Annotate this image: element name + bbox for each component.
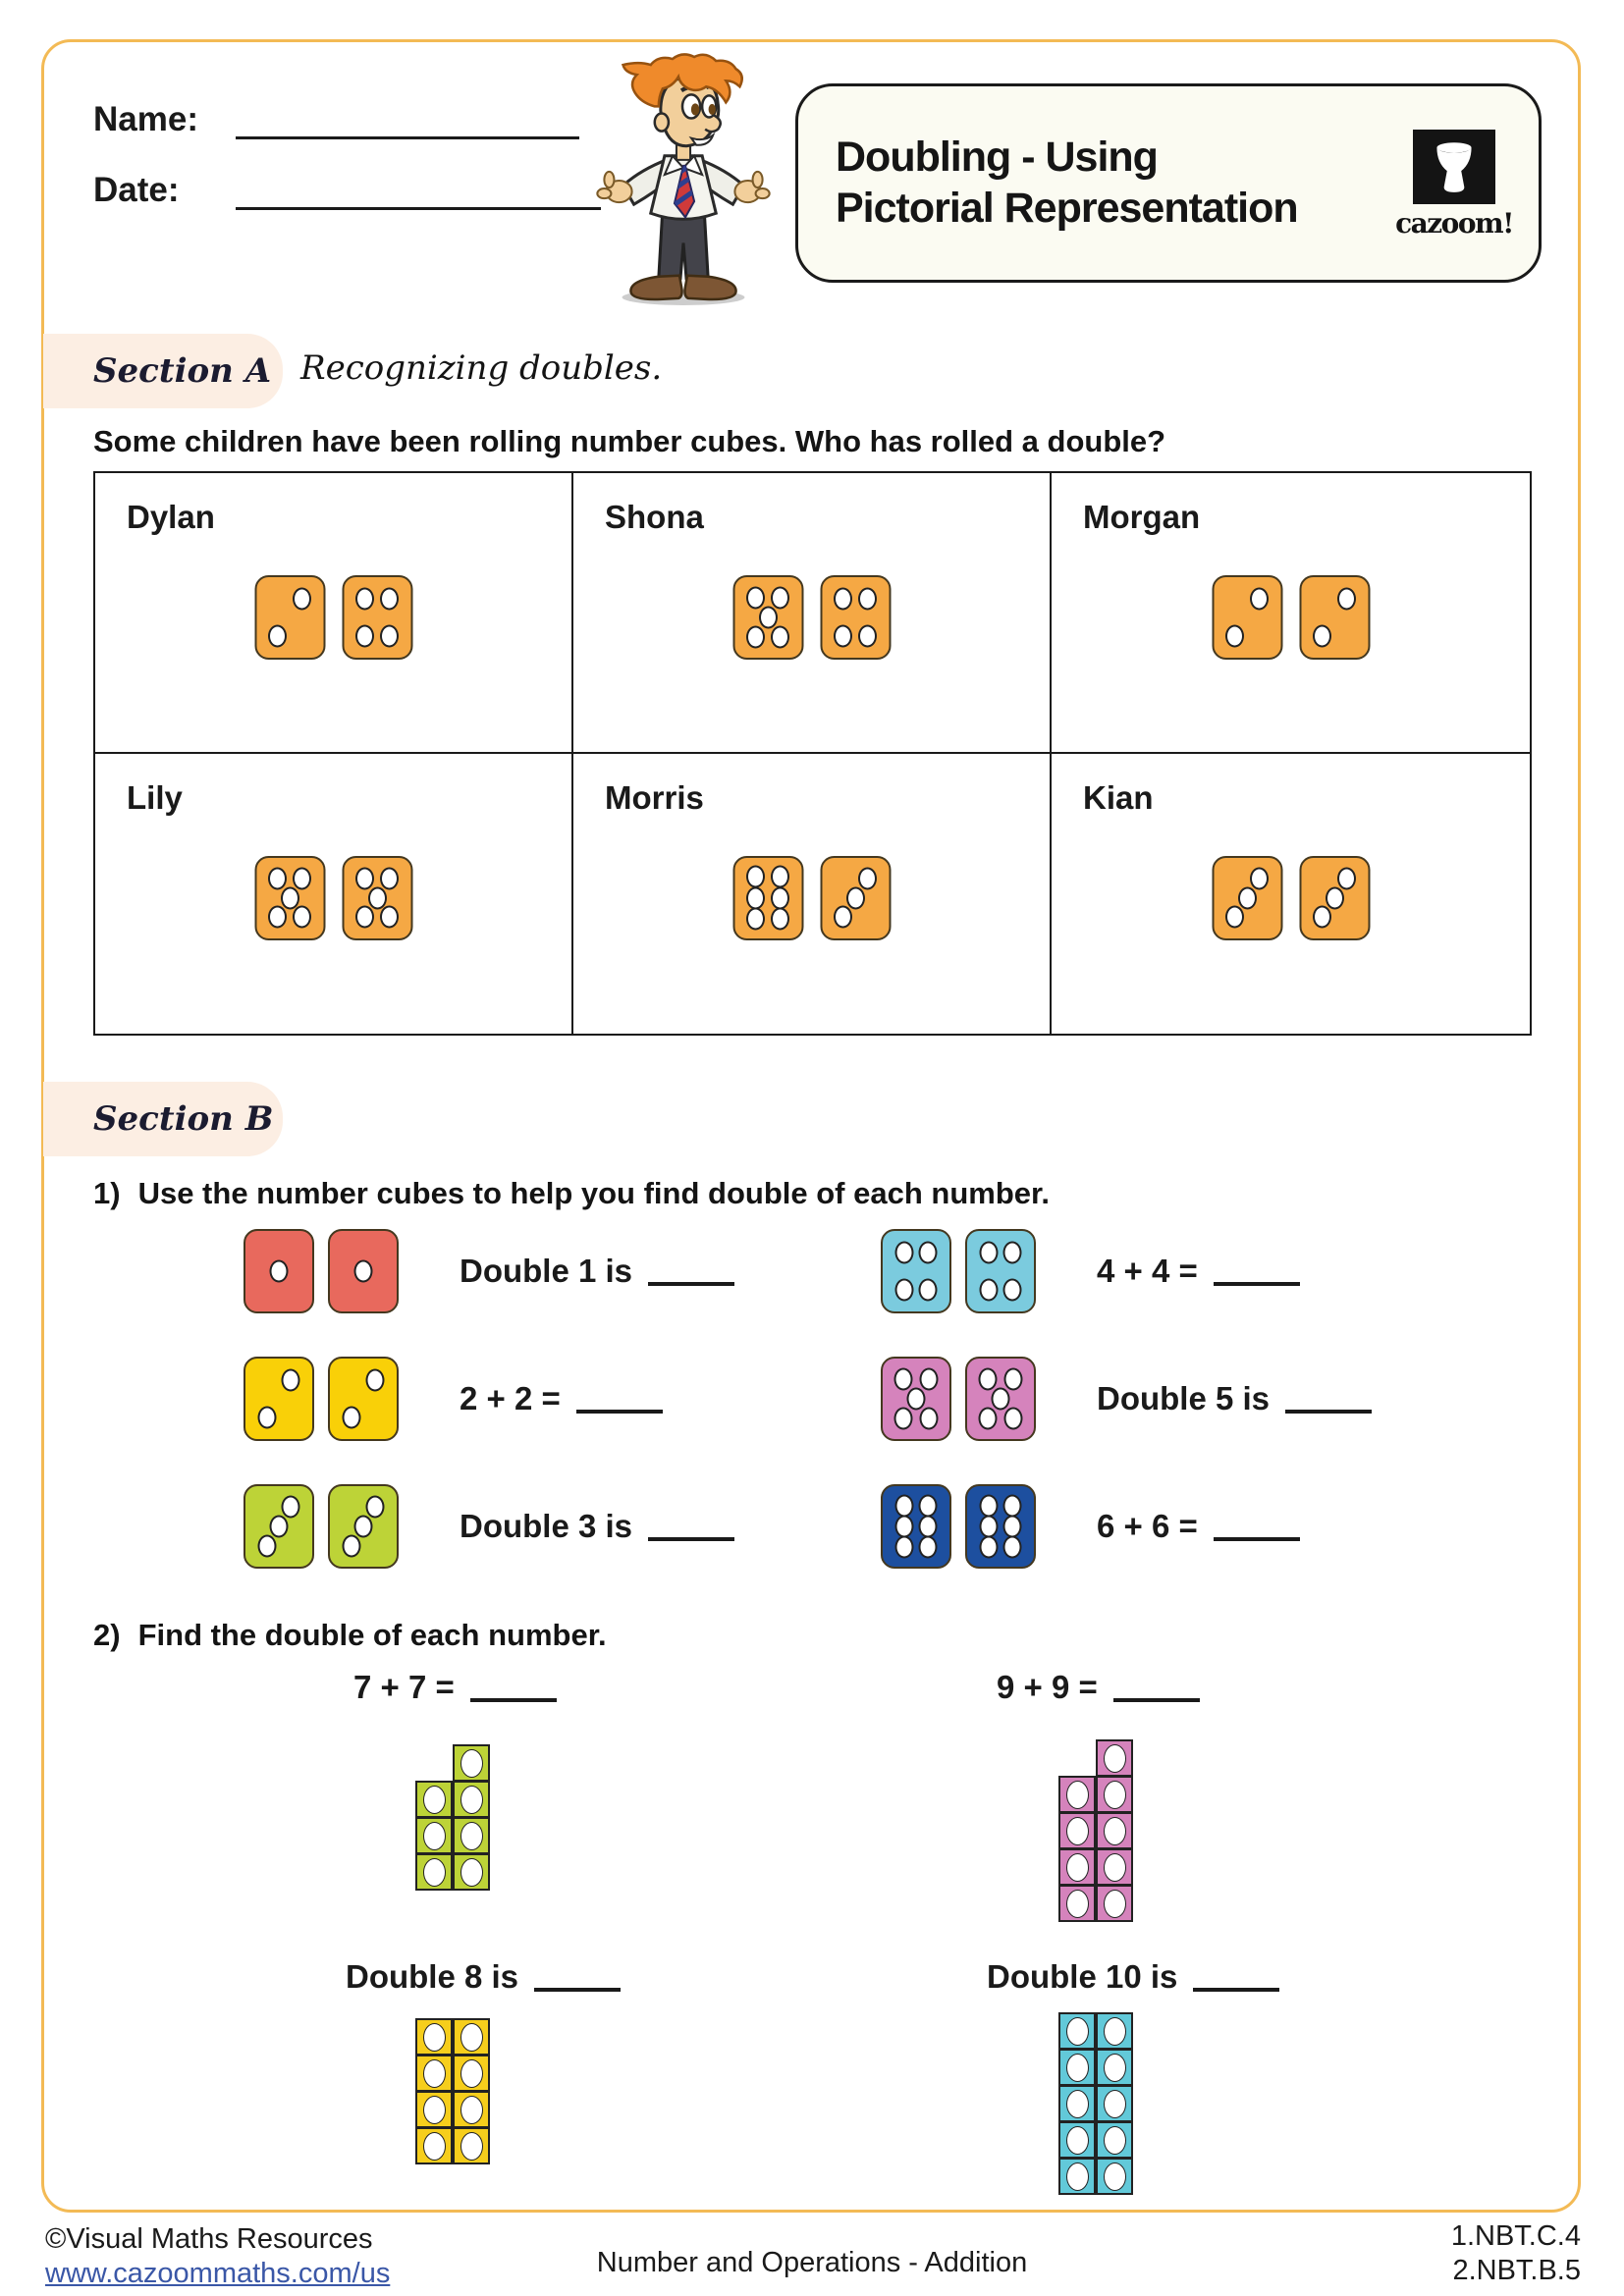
- frame-hole: [1066, 1781, 1089, 1809]
- q1-item-double-3: [244, 1484, 734, 1569]
- frame-hole: [460, 1749, 483, 1778]
- q2-heading: [93, 1618, 607, 1653]
- q2-equation-9: [997, 1669, 1200, 1706]
- frame-hole: [1104, 2126, 1126, 2155]
- die-pip: [746, 625, 765, 648]
- player-cell-shona: [573, 473, 1052, 754]
- die-pip: [858, 867, 877, 889]
- die-pip: [354, 1516, 373, 1538]
- die-pip: [1003, 1278, 1022, 1301]
- die-pip: [380, 867, 399, 889]
- die-pip: [919, 1494, 938, 1517]
- die-4: [342, 575, 412, 660]
- die-3: [244, 1484, 314, 1569]
- frame-cell: [415, 1853, 453, 1891]
- die-pip: [282, 1496, 300, 1519]
- frame-hole: [1104, 1817, 1126, 1845]
- die-pip: [992, 1388, 1010, 1411]
- frame-cell: [1058, 2085, 1096, 2122]
- die-pip: [1003, 1368, 1022, 1391]
- worksheet-title-box: [795, 83, 1542, 283]
- die-pip: [257, 1534, 276, 1557]
- die-pip: [846, 886, 865, 909]
- die-pip: [380, 588, 399, 611]
- name-field-row: [93, 98, 579, 139]
- die-pip: [858, 588, 877, 611]
- frame-hole: [423, 1858, 446, 1887]
- date-label: Date:: [93, 171, 180, 209]
- die-pip: [979, 1536, 998, 1559]
- frame-cell: [1096, 1885, 1133, 1922]
- q1-item-double-1: [244, 1229, 734, 1313]
- frame-cell: [1058, 1885, 1096, 1922]
- player-name: Shona: [605, 499, 704, 535]
- frame-cell: [453, 2055, 490, 2092]
- die-3: [820, 856, 891, 940]
- die-6: [732, 856, 803, 940]
- die-2: [328, 1357, 399, 1441]
- answer-blank[interactable]: [1285, 1384, 1372, 1414]
- die-5: [965, 1357, 1036, 1441]
- frame-hole: [460, 1822, 483, 1850]
- frame-cell: [453, 1817, 490, 1854]
- frame-cell: [415, 1781, 453, 1818]
- die-pip: [746, 886, 765, 909]
- die-pip: [366, 1496, 385, 1519]
- die-pip: [858, 624, 877, 647]
- die-pip: [293, 588, 311, 611]
- frame-cell: [1058, 2121, 1096, 2159]
- name-label: Name:: [93, 100, 198, 138]
- q2-number: 2): [93, 1618, 121, 1652]
- frame-cell: [1096, 1776, 1133, 1813]
- die-pip: [746, 587, 765, 610]
- player-cell-kian: [1052, 754, 1530, 1035]
- q1-item-6-plus-6: [881, 1484, 1300, 1569]
- frame-cell: [415, 2091, 453, 2128]
- die-pip: [919, 1536, 938, 1559]
- player-name: Dylan: [127, 499, 215, 535]
- section-a-subtitle: Recognizing doubles.: [300, 348, 663, 388]
- dice-pair: [732, 856, 891, 940]
- die-pip: [1313, 906, 1331, 929]
- die-pip: [1225, 624, 1244, 647]
- frame-hole: [1066, 1817, 1089, 1845]
- die-pip: [1003, 1407, 1022, 1429]
- die-5: [881, 1357, 951, 1441]
- footer-standard-2: 2.NBT.B.5: [1452, 2254, 1581, 2286]
- equation-label: Double 5 is: [1097, 1380, 1271, 1416]
- cazoom-logo-text: cazoom!: [1395, 207, 1513, 240]
- equation-label: 2 + 2 =: [460, 1380, 561, 1416]
- die-6: [881, 1484, 951, 1569]
- frame-hole: [1104, 2163, 1126, 2191]
- worksheet-title-line1: Doubling - Using: [836, 133, 1158, 181]
- q2-equation-10: [987, 1958, 1279, 1996]
- die-pip: [268, 867, 287, 889]
- player-name: Morris: [605, 778, 704, 816]
- dice-pair: [732, 575, 891, 660]
- frame-cell: [453, 1744, 490, 1782]
- cazoom-logo: [1395, 130, 1513, 240]
- section-a-label: Section A: [93, 351, 272, 391]
- equation-label: Double 3 is: [460, 1508, 633, 1544]
- frame-hole: [1066, 2163, 1089, 2191]
- frame-hole: [1104, 1890, 1126, 1918]
- die-4: [881, 1229, 951, 1313]
- answer-blank[interactable]: [1113, 1673, 1200, 1702]
- die-pip: [919, 1242, 938, 1264]
- die-pip: [270, 1260, 289, 1283]
- die-2: [1212, 575, 1282, 660]
- footer-copyright: ©Visual Maths Resources: [45, 2223, 373, 2255]
- die-pip: [293, 867, 311, 889]
- player-name: Morgan: [1083, 499, 1201, 535]
- frame-hole: [423, 1822, 446, 1850]
- die-pip: [1225, 906, 1244, 929]
- date-field-row: [93, 169, 601, 210]
- dice-pair: [244, 1484, 399, 1569]
- die-pip: [759, 607, 778, 629]
- die-pip: [1238, 886, 1257, 909]
- worksheet-title-line2: Pictorial Representation: [836, 185, 1298, 233]
- die-pip: [366, 1369, 385, 1392]
- die-pip: [1003, 1516, 1022, 1538]
- frame-cell: [415, 1817, 453, 1854]
- dice-pair: [881, 1357, 1036, 1441]
- dice-pair: [881, 1484, 1036, 1569]
- die-pip: [834, 624, 852, 647]
- die-pip: [894, 1278, 913, 1301]
- frame-hole: [1066, 2090, 1089, 2118]
- frame-cell: [1096, 1848, 1133, 1886]
- q1-text: Use the number cubes to help you find double of each number.: [137, 1176, 1050, 1210]
- frame-cell: [1058, 1848, 1096, 1886]
- answer-blank[interactable]: [648, 1256, 734, 1286]
- frame-cell: [453, 2018, 490, 2056]
- footer-standard-1: 1.NBT.C.4: [1450, 2220, 1581, 2252]
- die-pip: [355, 624, 374, 647]
- equation-label: 4 + 4 =: [1097, 1253, 1198, 1289]
- die-pip: [293, 906, 311, 929]
- number-frame-7: [416, 1745, 491, 1891]
- frame-cell: [415, 2055, 453, 2092]
- die-2: [254, 575, 325, 660]
- die-pip: [1313, 624, 1331, 647]
- frame-hole: [423, 2132, 446, 2161]
- frame-cell: [453, 1853, 490, 1891]
- frame-cell: [453, 1781, 490, 1818]
- player-cell-lily: [95, 754, 573, 1035]
- die-pip: [342, 1406, 360, 1428]
- footer-center-text: Number and Operations - Addition: [596, 2247, 1028, 2278]
- dice-pair: [1212, 575, 1370, 660]
- die-3: [328, 1484, 399, 1569]
- dice-pair: [254, 575, 412, 660]
- frame-cell: [1096, 2085, 1133, 2122]
- name-write-line[interactable]: [236, 98, 579, 139]
- die-pip: [919, 1278, 938, 1301]
- footer-standards: [1451, 2219, 1581, 2288]
- frame-hole: [423, 2059, 446, 2088]
- die-2: [1299, 575, 1370, 660]
- dice-pair: [254, 856, 412, 940]
- q2-equation-7: [353, 1669, 557, 1706]
- die-5: [732, 575, 803, 660]
- frame-cell: [1096, 2012, 1133, 2050]
- equation-label: 9 + 9 =: [997, 1669, 1098, 1705]
- die-pip: [771, 866, 789, 888]
- die-1: [244, 1229, 314, 1313]
- section-b-label: Section B: [93, 1099, 274, 1139]
- die-1: [328, 1229, 399, 1313]
- dice-pair: [244, 1229, 399, 1313]
- die-pip: [746, 866, 765, 888]
- frame-hole: [460, 2023, 483, 2052]
- frame-hole: [460, 2096, 483, 2124]
- die-pip: [919, 1516, 938, 1538]
- die-pip: [894, 1536, 913, 1559]
- die-pip: [979, 1516, 998, 1538]
- q1-item-double-5: [881, 1357, 1372, 1441]
- die-pip: [894, 1516, 913, 1538]
- section-b-tag: [43, 1082, 283, 1156]
- answer-blank[interactable]: [470, 1673, 557, 1702]
- die-pip: [894, 1494, 913, 1517]
- q1-item-4-plus-4: [881, 1229, 1300, 1313]
- die-3: [1299, 856, 1370, 940]
- frame-cell: [1058, 2012, 1096, 2050]
- player-cell-morgan: [1052, 473, 1530, 754]
- die-pip: [1003, 1242, 1022, 1264]
- die-pip: [1250, 867, 1269, 889]
- frame-hole: [460, 2059, 483, 2088]
- worksheet-title: [836, 132, 1298, 235]
- die-pip: [368, 886, 387, 909]
- q1-heading: [93, 1176, 1050, 1211]
- equation-label: Double 1 is: [460, 1253, 633, 1289]
- die-pip: [1337, 867, 1356, 889]
- frame-cell: [1058, 2158, 1096, 2195]
- frame-gap: [415, 1744, 453, 1782]
- frame-hole: [1066, 2054, 1089, 2082]
- frame-hole: [1066, 2126, 1089, 2155]
- die-pip: [834, 588, 852, 611]
- die-pip: [907, 1388, 926, 1411]
- frame-hole: [1104, 1744, 1126, 1773]
- die-5: [342, 856, 412, 940]
- cartoon-boy-illustration: [587, 53, 780, 310]
- die-pip: [771, 587, 789, 610]
- die-pip: [894, 1407, 913, 1429]
- die-2: [244, 1357, 314, 1441]
- frame-hole: [1066, 2017, 1089, 2046]
- frame-cell: [1096, 2158, 1133, 2195]
- frame-cell: [1096, 1739, 1133, 1777]
- footer-url-link[interactable]: www.cazoommaths.com/us: [45, 2257, 391, 2289]
- frame-cell: [415, 2018, 453, 2056]
- answer-blank[interactable]: [534, 1962, 621, 1992]
- players-table: [93, 471, 1532, 1036]
- player-name: Lily: [127, 778, 183, 816]
- die-pip: [257, 1406, 276, 1428]
- number-frame-9: [1059, 1740, 1134, 1922]
- frame-cell: [1058, 2049, 1096, 2086]
- dice-pair: [244, 1357, 399, 1441]
- equation-label: Double 10 is: [987, 1958, 1178, 1995]
- die-pip: [354, 1260, 373, 1283]
- die-pip: [894, 1242, 913, 1264]
- frame-cell: [453, 2091, 490, 2128]
- frame-cell: [415, 2127, 453, 2164]
- frame-hole: [423, 1786, 446, 1814]
- q2-text: Find the double of each number.: [137, 1618, 607, 1652]
- frame-cell: [1096, 1812, 1133, 1849]
- die-pip: [771, 886, 789, 909]
- die-5: [254, 856, 325, 940]
- section-a-question: Some children have been rolling number cubes. Who has rolled a double?: [93, 424, 1166, 458]
- frame-cell: [1058, 1776, 1096, 1813]
- frame-hole: [460, 1858, 483, 1887]
- frame-hole: [460, 1786, 483, 1814]
- frame-hole: [460, 2132, 483, 2161]
- frame-hole: [1104, 2090, 1126, 2118]
- die-pip: [894, 1368, 913, 1391]
- die-pip: [746, 907, 765, 930]
- die-pip: [979, 1242, 998, 1264]
- die-pip: [919, 1407, 938, 1429]
- die-pip: [355, 588, 374, 611]
- equation-label: 6 + 6 =: [1097, 1508, 1198, 1544]
- die-pip: [380, 624, 399, 647]
- frame-hole: [1104, 1853, 1126, 1882]
- die-pip: [771, 625, 789, 648]
- die-pip: [834, 906, 852, 929]
- die-pip: [355, 867, 374, 889]
- dice-pair: [881, 1229, 1036, 1313]
- die-pip: [1337, 588, 1356, 611]
- answer-blank[interactable]: [1214, 1256, 1300, 1286]
- q1-item-2-plus-2: [244, 1357, 663, 1441]
- frame-hole: [1104, 2054, 1126, 2082]
- cazoom-drum-icon: [1413, 130, 1495, 204]
- date-write-line[interactable]: [236, 169, 601, 210]
- answer-blank[interactable]: [1193, 1962, 1279, 1992]
- die-pip: [270, 1516, 289, 1538]
- die-pip: [1003, 1494, 1022, 1517]
- die-3: [1212, 856, 1282, 940]
- die-pip: [282, 1369, 300, 1392]
- frame-cell: [1096, 2049, 1133, 2086]
- frame-hole: [1066, 1853, 1089, 1882]
- number-frame-10: [1059, 2013, 1134, 2195]
- frame-cell: [1096, 2121, 1133, 2159]
- die-pip: [268, 906, 287, 929]
- equation-label: Double 8 is: [346, 1958, 519, 1995]
- section-a-tag: [43, 334, 283, 408]
- die-pip: [380, 906, 399, 929]
- die-pip: [355, 906, 374, 929]
- die-pip: [342, 1534, 360, 1557]
- frame-hole: [1066, 1890, 1089, 1918]
- q2-equation-8: [346, 1958, 621, 1996]
- die-pip: [268, 624, 287, 647]
- die-4: [820, 575, 891, 660]
- answer-blank[interactable]: [1214, 1512, 1300, 1541]
- answer-blank[interactable]: [648, 1512, 734, 1541]
- die-pip: [1250, 588, 1269, 611]
- die-pip: [771, 907, 789, 930]
- dice-pair: [1212, 856, 1370, 940]
- die-pip: [979, 1494, 998, 1517]
- die-6: [965, 1484, 1036, 1569]
- equation-label: 7 + 7 =: [353, 1669, 455, 1705]
- player-name: Kian: [1083, 778, 1154, 816]
- die-4: [965, 1229, 1036, 1313]
- die-pip: [979, 1278, 998, 1301]
- frame-gap: [1058, 1739, 1096, 1777]
- frame-cell: [1058, 1812, 1096, 1849]
- die-pip: [919, 1368, 938, 1391]
- die-pip: [1326, 886, 1344, 909]
- frame-hole: [1104, 2017, 1126, 2046]
- number-frame-8: [416, 2019, 491, 2164]
- player-cell-dylan: [95, 473, 573, 754]
- player-cell-morris: [573, 754, 1052, 1035]
- die-pip: [979, 1368, 998, 1391]
- die-pip: [1003, 1536, 1022, 1559]
- answer-blank[interactable]: [576, 1384, 663, 1414]
- frame-hole: [423, 2096, 446, 2124]
- frame-hole: [1104, 1781, 1126, 1809]
- q1-number: 1): [93, 1176, 121, 1210]
- frame-hole: [423, 2023, 446, 2052]
- die-pip: [979, 1407, 998, 1429]
- die-pip: [281, 886, 299, 909]
- frame-cell: [453, 2127, 490, 2164]
